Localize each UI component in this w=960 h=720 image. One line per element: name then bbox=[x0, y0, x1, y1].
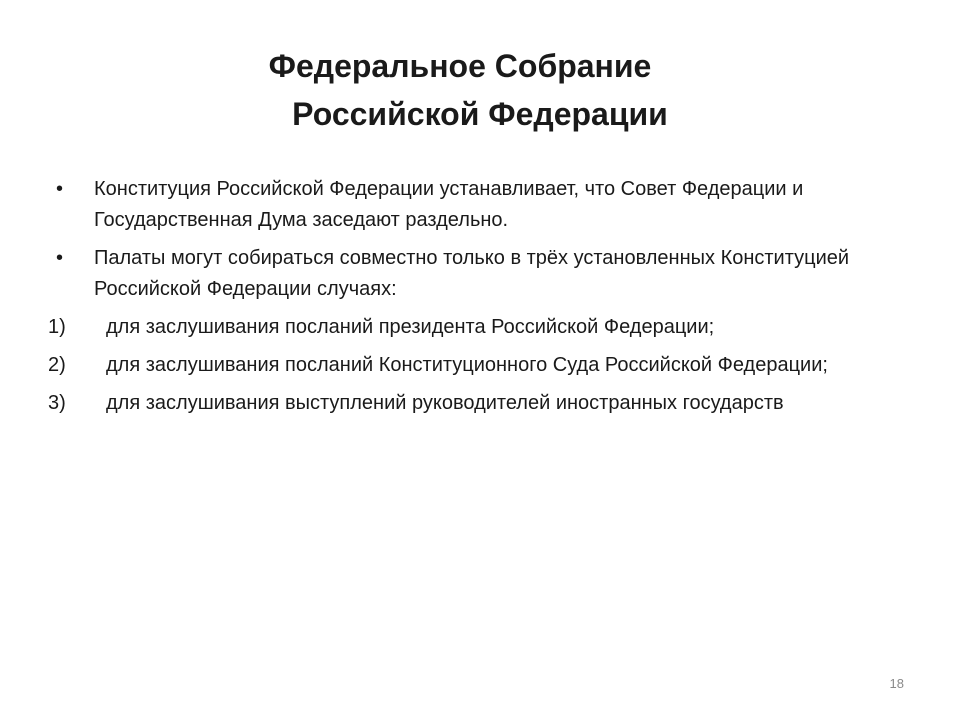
page-number: 18 bbox=[889, 676, 904, 691]
list-number: 1) bbox=[48, 316, 66, 338]
bullet-text: Палаты могут собираться совместно только в трёх установленных Конституцией Российской Федерации случаях: bbox=[94, 247, 850, 300]
bullet-item bbox=[48, 243, 888, 305]
slide-title-line-1: Федеральное Собрание bbox=[268, 48, 652, 84]
bullet-icon: • bbox=[56, 247, 64, 269]
list-number: 3) bbox=[48, 392, 66, 414]
slide-title bbox=[0, 42, 960, 138]
numbered-item bbox=[48, 350, 888, 381]
numbered-text: для заслушивания посланий президента Российской Федерации; bbox=[106, 316, 715, 338]
bullet-item bbox=[48, 174, 888, 236]
bullet-text: Конституция Российской Федерации устанавливает, что Совет Федерации и Государственная Дума заседают раздельно. bbox=[94, 178, 804, 231]
list-number: 2) bbox=[48, 354, 66, 376]
numbered-text: для заслушивания посланий Конституционного Суда Российской Федерации; bbox=[106, 354, 828, 376]
numbered-text: для заслушивания выступлений руководителей иностранных государств bbox=[106, 392, 784, 414]
slide-content bbox=[48, 174, 888, 426]
slide-title-line-2: Российской Федерации bbox=[292, 96, 668, 132]
numbered-item bbox=[48, 388, 888, 419]
bullet-icon: • bbox=[56, 178, 64, 200]
numbered-item bbox=[48, 312, 888, 343]
